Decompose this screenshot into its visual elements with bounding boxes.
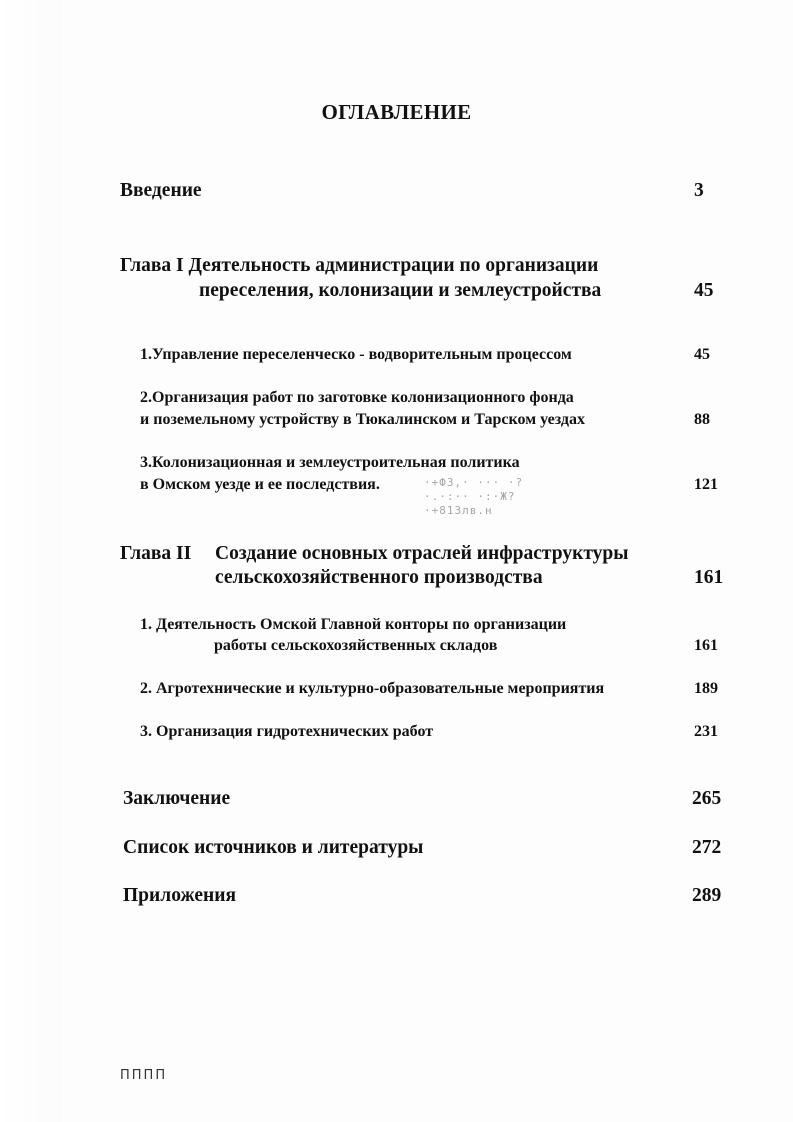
toc-chapter1-page: 45 [694, 280, 714, 301]
toc-chapter1-title-line1: Глава I Деятельность администрации по организации [120, 255, 599, 276]
page-footer-mark: ПППП [120, 1068, 168, 1083]
toc-ch2-section1-line2: работы сельскохозяйственных складов [214, 637, 498, 654]
toc-ch1-section1-line1: 1.Управление переселенческо - водворительным процессом [140, 346, 572, 363]
toc-chapter2-title-line2: сельскохозяйственного производства [215, 567, 543, 588]
toc-ch2-section3-line1: 3. Организация гидротехнических работ [140, 723, 434, 740]
toc-ch1-section3-line2: в Омском уезде и ее последствия. [140, 476, 380, 493]
toc-conclusion-label: Заключение [123, 788, 231, 809]
toc-ch1-section2-line1: 2.Организация работ по заготовке колонизационного фонда [140, 389, 574, 406]
toc-conclusion-page: 265 [692, 788, 722, 809]
library-stamp [424, 476, 544, 524]
toc-ch2-section1-page: 161 [694, 637, 718, 654]
toc-ch1-section3-line1: 3.Колонизационная и землеустроительная политика [140, 454, 520, 471]
toc-chapter2-label: Глава II [120, 543, 192, 564]
stamp-line: ·.·:·· ·:·Ж? [424, 490, 516, 503]
toc-appendix-label: Приложения [123, 885, 237, 906]
scan-edge [0, 0, 62, 1122]
page-title: ОГЛАВЛЕНИЕ [321, 100, 472, 124]
toc-ch1-section1-page: 45 [694, 346, 710, 363]
toc-ch1-section2-line2: и поземельному устройству в Тюкалинском и Тарском уездах [140, 411, 585, 428]
toc-ch1-section2-page: 88 [694, 411, 710, 428]
toc-appendix-page: 289 [692, 885, 722, 906]
toc-ch1-section3-page: 121 [694, 476, 718, 493]
toc-chapter1-title-line2: переселения, колонизации и землеустройства [199, 280, 602, 301]
stamp-line: ·+813лв.н [424, 504, 493, 517]
toc-ch2-section2-page: 189 [694, 680, 718, 697]
toc-chapter2-title-line1: Создание основных отраслей инфраструктуры [215, 543, 629, 564]
toc-sources-label: Список источников и литературы [123, 837, 424, 858]
stamp-line: ·+Ф3,· ··· ·? [424, 476, 524, 489]
toc-ch2-section3-page: 231 [694, 723, 718, 740]
toc-ch2-section1-line1: 1. Деятельность Омской Главной конторы по организации [140, 616, 567, 633]
toc-intro-page: 3 [694, 180, 704, 201]
toc-chapter2-page: 161 [694, 567, 724, 588]
toc-ch2-section2-line1: 2. Агротехнические и культурно-образовательные мероприятия [140, 680, 605, 697]
toc-sources-page: 272 [692, 837, 722, 858]
toc-intro-label: Введение [120, 180, 202, 201]
